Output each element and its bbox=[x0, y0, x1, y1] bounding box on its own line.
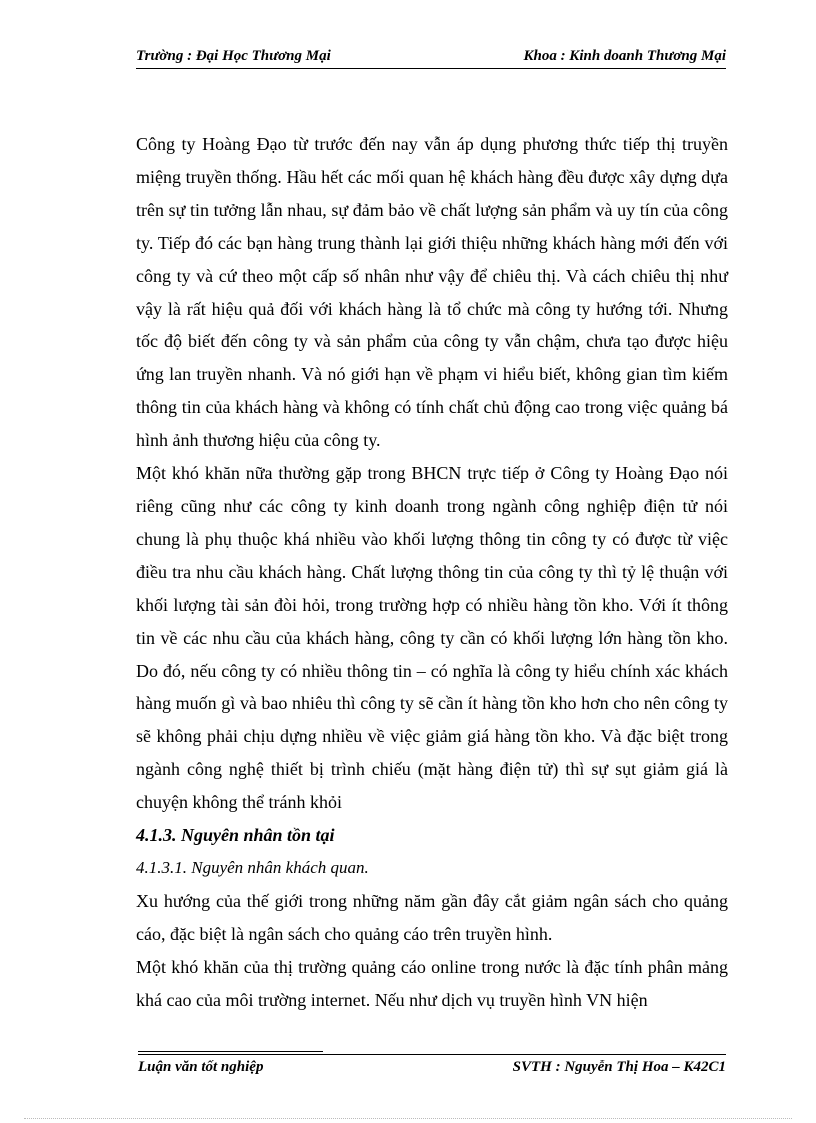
section-subheading: 4.1.3.1. Nguyên nhân khách quan. bbox=[136, 857, 369, 877]
paragraph-4: Một khó khăn của thị trường quảng cáo online trong nước là đặc tính phân mảng khá cao của môi trường internet. Nếu như dịch vụ truyền hình VN hiện bbox=[136, 956, 728, 1010]
page-footer bbox=[138, 1059, 726, 1081]
footer-student: SVTH : Nguyễn Thị Hoa – K42C1 bbox=[512, 1059, 726, 1075]
header-faculty: Khoa : Kinh doanh Thương Mại bbox=[523, 48, 726, 64]
section-heading: 4.1.3. Nguyên nhân tồn tại bbox=[136, 825, 335, 846]
header-school: Trường : Đại Học Thương Mại bbox=[136, 48, 331, 64]
paragraph-3: Xu hướng của thế giới trong những năm gần đây cắt giảm ngân sách cho quảng cáo, đặc biệt là ngân sách cho quảng cáo trên truyền hình. bbox=[136, 890, 728, 944]
page-body bbox=[136, 128, 728, 1016]
footer-rule-short bbox=[138, 1051, 323, 1052]
header-rule bbox=[136, 68, 726, 69]
paragraph-2: Một khó khăn nữa thường gặp trong BHCN trực tiếp ở Công ty Hoàng Đạo nói riêng cũng như các công ty kinh doanh trong ngành công nghiệp điện tử nói chung là phụ thuộc khá nhiều vào khối lượng thông tin công ty có được từ việc điều tra nhu cầu khách hàng. Chất lượng thông tin của công ty thì tỷ lệ thuận với khối lượng tài sản đòi hỏi, trong trường hợp có nhiều hàng tồn kho. Với ít thông tin về các nhu cầu của khách hàng, công ty cần có khối lượng lớn hàng tồn kho. Do đó, nếu công ty có nhiều thông tin – có nghĩa là công ty hiểu chính xác khách hàng muốn gì và bao nhiêu thì công ty sẽ cần ít hàng tồn kho hơn cho nên công ty sẽ không phải chịu dựng nhiều về việc giảm giá hàng tồn kho. Và đặc biệt trong ngành công nghệ thiết bị trình chiếu (mặt hàng điện tử) thì sự sụt giảm giá là chuyện không thể tránh khỏi bbox=[136, 463, 728, 813]
page-bottom-dots bbox=[24, 1118, 792, 1119]
paragraph-1: Công ty Hoàng Đạo từ trước đến nay vẫn áp dụng phương thức tiếp thị truyền miệng truyền thống. Hầu hết các mối quan hệ khách hàng đều được xây dựng dựa trên sự tin tưởng lẫn nhau, sự đảm bảo về chất lượng sản phẩm và uy tín của công ty. Tiếp đó các bạn hàng trung thành lại giới thiệu những khách hàng mới đến với công ty và cứ theo một cấp số nhân như vậy để chiêu thị. Và cách chiêu thị như vậy là rất hiệu quả đối với khách hàng là tổ chức mà công ty hướng tới. Nhưng tốc độ biết đến công ty và sản phẩm của công ty vẫn chậm, chưa tạo được hiệu ứng lan truyền nhanh. Và nó giới hạn về phạm vi hiểu biết, không gian tìm kiếm thông tin của khách hàng và không có tính chất chủ động cao trong việc quảng bá hình ảnh thương hiệu của công ty. bbox=[136, 134, 728, 451]
footer-rule bbox=[138, 1054, 726, 1055]
footer-thesis-label: Luận văn tốt nghiệp bbox=[138, 1059, 264, 1075]
page-header bbox=[136, 48, 726, 70]
